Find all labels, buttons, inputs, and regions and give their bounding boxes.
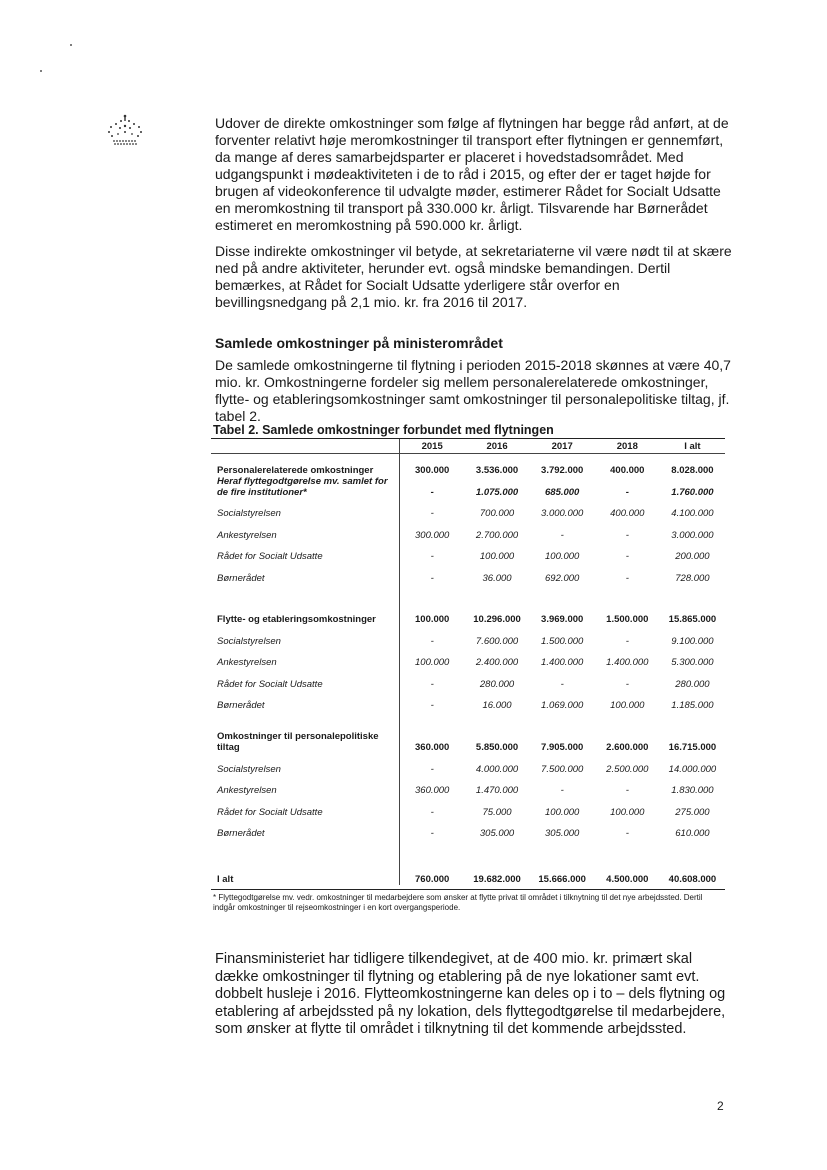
table-row: [211, 796, 725, 818]
spacer-cell: [595, 584, 660, 604]
row-value: 3.000.000: [541, 508, 584, 519]
spacer-cell: [595, 839, 660, 859]
table-spacer-row: [211, 584, 725, 604]
row-value: -: [625, 828, 629, 839]
row-value: 400.000: [610, 508, 645, 519]
row-value: 300.000: [399, 519, 464, 541]
spacer-cell: [211, 584, 399, 604]
row-label: Børnerådet: [217, 828, 265, 839]
table-row: [211, 818, 725, 840]
row-value: -: [560, 678, 564, 690]
row-value: 5.850.000: [475, 742, 519, 753]
table-total-row: [211, 859, 725, 885]
scan-speck: [70, 44, 72, 46]
row-value: 14.000.000: [668, 763, 717, 775]
table-header-col: 2018: [595, 439, 660, 454]
row-value: 2.700.000: [475, 529, 519, 541]
row-label: Omkostninger til personalepolitiske tiltag: [217, 731, 379, 753]
table-row: [211, 647, 725, 669]
row-value: -: [399, 690, 464, 712]
row-value: 300.000: [399, 454, 464, 476]
spacer-cell: [399, 839, 464, 859]
row-label: Personalerelaterede omkostninger: [217, 464, 374, 476]
table-header-col: I alt: [660, 439, 725, 454]
spacer-cell: [399, 584, 464, 604]
row-value: -: [625, 785, 629, 796]
row-value: -: [399, 753, 464, 775]
page-number: 2: [717, 1099, 724, 1113]
row-value: 400.000: [610, 464, 645, 476]
cost-table: [211, 439, 725, 885]
row-value: 100.000: [399, 604, 464, 626]
row-value: 5.300.000: [671, 657, 714, 668]
row-value: 19.682.000: [473, 874, 521, 885]
row-value: 685.000: [545, 486, 580, 498]
scan-speck: [40, 70, 42, 72]
row-value: 100.000: [545, 806, 580, 818]
row-value: 8.028.000: [671, 464, 714, 476]
row-value: 280.000: [479, 678, 515, 690]
row-value: 360.000: [399, 731, 464, 753]
row-value: -: [399, 498, 464, 520]
spacer-cell: [530, 839, 595, 859]
row-label: Børnerådet: [217, 572, 265, 584]
row-value: 36.000: [482, 572, 512, 584]
row-value: 1.400.000: [606, 657, 649, 668]
table-row: [211, 753, 725, 775]
row-value: -: [625, 572, 629, 584]
row-value: 1.500.000: [541, 635, 584, 647]
row-value: 1.400.000: [541, 657, 584, 668]
row-value: 728.000: [675, 572, 710, 584]
crown-logo-icon: [107, 114, 143, 146]
row-label: Rådet for Socialt Udsatte: [217, 806, 323, 818]
table-row: [211, 625, 725, 647]
row-value: 100.000: [545, 551, 580, 562]
row-value: 305.000: [479, 828, 515, 839]
paragraph-total-costs: De samlede omkostningerne til flytning i perioden 2015-2018 skønnes at være 40,7 mio. kr. Omkostningerne fordeler sig mellem personalerelaterede omkostninger, flytte- og etableringsomkostninger samt omkostninger til personalepolitiske tiltag, jf. tabel 2.: [215, 357, 731, 424]
table-row: [211, 454, 725, 476]
spacer-cell: [464, 711, 529, 731]
table-row: [211, 668, 725, 690]
spacer-cell: [530, 711, 595, 731]
row-value: -: [625, 678, 629, 690]
table-row: [211, 731, 725, 753]
row-value: -: [560, 785, 564, 796]
paragraph-transport-costs: Udover de direkte omkostninger som følge af flytningen har begge råd anført, at de forventer relativt høje meromkostninger til transport efter flytningen er gennemført, da mange af deres samarbejdsparter er placeret i hovedstadsområdet. Med udgangspunkt i mødeaktiviteten i de to råd i 2015, og efter der er taget højde for brugen af videokonference til udvalgte møder, estimerer Rådet for Socialt Udsatte en meromkostning til transport på 330.000 kr. årligt. Tilsvarende har Børnerådet estimeret en meromkostning på 590.000 kr. årligt.: [215, 115, 729, 233]
row-value: 100.000: [610, 806, 645, 818]
row-value: 1.830.000: [671, 785, 714, 796]
row-value: 7.600.000: [475, 635, 519, 647]
table-row: [211, 562, 725, 584]
row-value: -: [399, 668, 464, 690]
row-label: Socialstyrelsen: [217, 508, 281, 519]
table-spacer-row: [211, 839, 725, 859]
table-row: [211, 604, 725, 626]
spacer-cell: [660, 839, 725, 859]
row-value: 2.500.000: [606, 763, 649, 775]
row-label: Børnerådet: [217, 700, 265, 711]
table-bottom-rule: [211, 889, 725, 890]
row-value: 610.000: [675, 828, 710, 839]
row-value: -: [399, 562, 464, 584]
spacer-cell: [211, 839, 399, 859]
row-value: 1.075.000: [475, 486, 519, 498]
row-label: Socialstyrelsen: [217, 635, 281, 647]
row-value: 700.000: [479, 508, 515, 519]
row-label: Rådet for Socialt Udsatte: [217, 551, 323, 562]
row-value: 4.000.000: [475, 763, 519, 775]
row-value: 4.500.000: [606, 874, 649, 885]
row-value: 75.000: [482, 806, 512, 818]
row-value: 1.069.000: [541, 700, 584, 711]
row-label: Heraf flyttegodtgørelse mv. samlet for de fire institutioner*: [217, 475, 388, 498]
table-row: [211, 498, 725, 520]
row-value: 3.000.000: [671, 529, 714, 541]
row-value: 7.905.000: [541, 742, 584, 753]
row-value: 4.100.000: [671, 508, 714, 519]
row-value: 40.608.000: [668, 874, 717, 885]
table-row: [211, 541, 725, 563]
row-value: 200.000: [675, 551, 710, 562]
spacer-cell: [595, 711, 660, 731]
row-value: 9.100.000: [671, 635, 714, 647]
table-row: [211, 476, 725, 498]
row-value: 692.000: [545, 572, 580, 584]
row-value: -: [625, 635, 629, 647]
row-value: 1.470.000: [475, 785, 519, 796]
table-row: [211, 519, 725, 541]
row-value: 3.792.000: [541, 464, 584, 476]
row-value: 1.500.000: [606, 614, 649, 625]
row-value: 2.400.000: [475, 657, 519, 668]
row-value: 360.000: [399, 775, 464, 797]
row-value: 275.000: [675, 806, 710, 818]
row-label: Socialstyrelsen: [217, 763, 281, 775]
row-value: 3.969.000: [541, 614, 584, 625]
table-row: [211, 775, 725, 797]
table-header-blank: [211, 439, 399, 454]
paragraph-indirect-costs: Disse indirekte omkostninger vil betyde, at sekretariaterne vil være nødt til at skære ned på andre aktiviteter, herunder evt. også mindske bemandingen. Dertil bemærkes, at Rådet for Socialt Udsatte yderligere står overfor en bevillingsnedgang på 2,1 mio. kr. fra 2016 til 2017.: [215, 243, 732, 310]
row-value: 100.000: [479, 551, 515, 562]
row-value: 1.185.000: [671, 700, 714, 711]
row-value: -: [625, 486, 629, 498]
row-value: -: [625, 529, 629, 541]
table-header-col: 2016: [464, 439, 529, 454]
row-value: 16.715.000: [668, 742, 717, 753]
row-value: 15.666.000: [538, 874, 586, 885]
row-value: 3.536.000: [475, 464, 519, 476]
row-value: 100.000: [610, 700, 645, 711]
row-value: 2.600.000: [606, 742, 649, 753]
paragraph-finance-ministry: Finansministeriet har tidligere tilkendegivet, at de 400 mio. kr. primært skal dække omkostninger til flytning og etablering på de nye lokationer samt evt. dobbelt husleje i 2016. Flytteomkostningerne kan deles op i to – dels flytning og etablering af arbejdssted på ny lokation, dels flyttegodtgørelse til medarbejdere, som ønsker at flytte til området i tilknytning til det kommende arbejdssted.: [215, 951, 726, 1037]
table-header-col: 2017: [530, 439, 595, 454]
table-footnote: * Flyttegodtgørelse mv. vedr. omkostninger til medarbejdere som ønsker at flytte privat til området i tilknytning til det nye arbejdssted. Dertil indgår omkostninger til rejseomkostninger i en kort overgangsperiode.: [213, 893, 703, 912]
row-value: -: [399, 818, 464, 840]
row-value: 7.500.000: [541, 763, 584, 775]
row-label: Rådet for Socialt Udsatte: [217, 678, 323, 690]
section-heading: Samlede omkostninger på ministerområdet: [215, 335, 503, 351]
row-value: -: [560, 529, 564, 541]
table-header-row: [211, 439, 725, 454]
cost-table-section: [211, 423, 725, 913]
row-value: -: [399, 541, 464, 563]
row-value: -: [399, 476, 464, 498]
row-value: 760.000: [399, 859, 464, 885]
row-label: Ankestyrelsen: [217, 657, 277, 668]
spacer-cell: [399, 711, 464, 731]
row-value: 15.865.000: [668, 614, 717, 625]
row-value: 280.000: [675, 678, 710, 690]
row-value: 1.760.000: [671, 486, 714, 498]
row-value: -: [399, 796, 464, 818]
spacer-cell: [464, 839, 529, 859]
row-label: Flytte- og etableringsomkostninger: [217, 614, 376, 625]
spacer-cell: [660, 711, 725, 731]
row-value: 305.000: [545, 828, 580, 839]
table-spacer-row: [211, 711, 725, 731]
spacer-cell: [211, 711, 399, 731]
row-value: 16.000: [482, 700, 512, 711]
row-label: Ankestyrelsen: [217, 529, 277, 541]
spacer-cell: [660, 584, 725, 604]
row-label: Ankestyrelsen: [217, 785, 277, 796]
row-label: I alt: [217, 874, 234, 885]
table-title: Tabel 2. Samlede omkostninger forbundet med flytningen: [213, 423, 554, 437]
spacer-cell: [530, 584, 595, 604]
table-header-col: 2015: [399, 439, 464, 454]
row-value: 100.000: [399, 647, 464, 669]
row-value: 10.296.000: [473, 614, 521, 625]
row-value: -: [399, 625, 464, 647]
row-value: -: [625, 551, 629, 562]
table-row: [211, 690, 725, 712]
spacer-cell: [464, 584, 529, 604]
